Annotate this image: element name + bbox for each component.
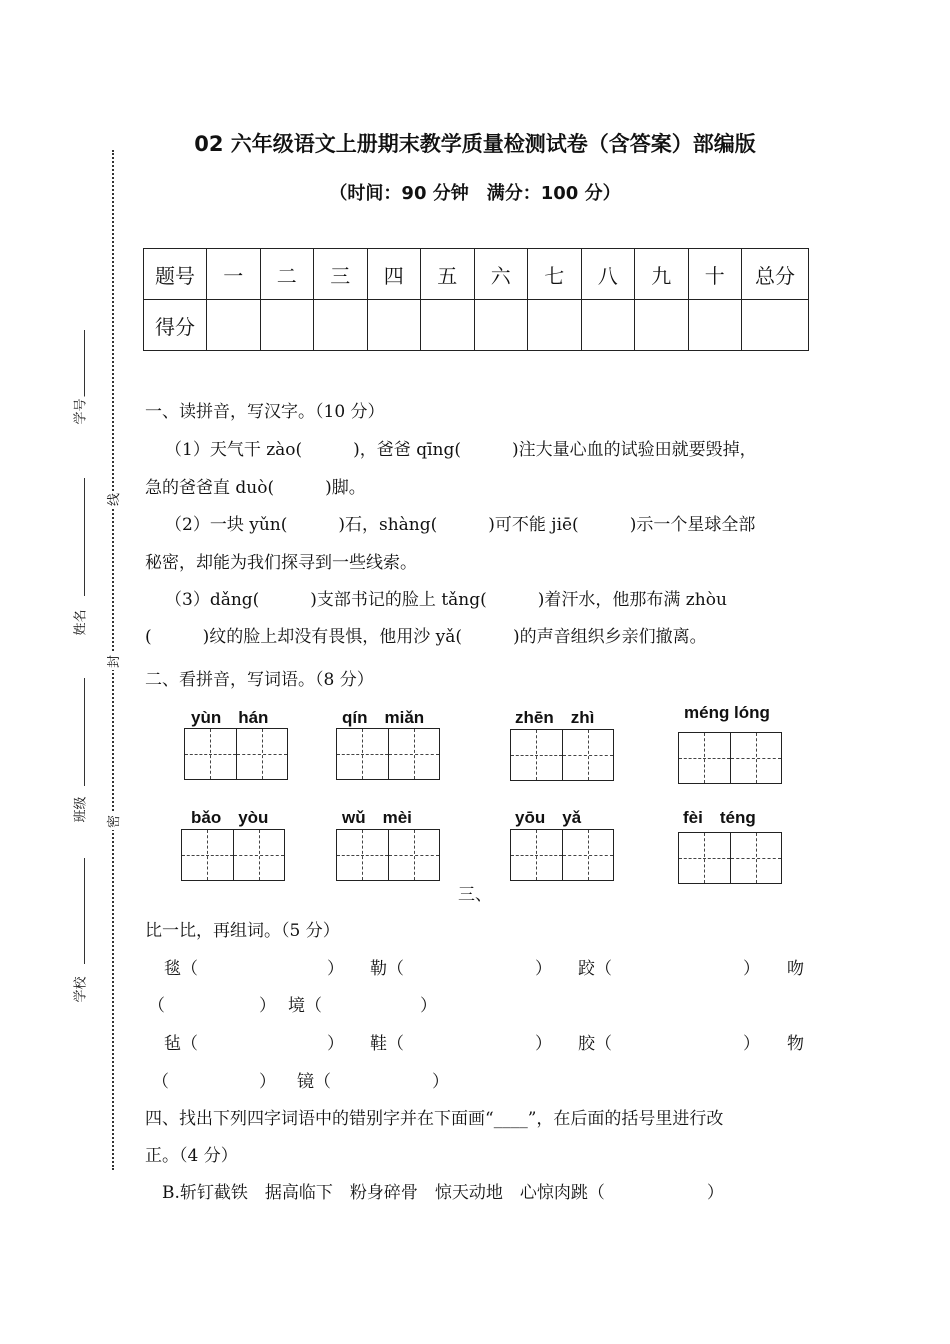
score-header-cell: 四	[367, 249, 421, 300]
score-row-label: 得分	[144, 300, 207, 351]
pinyin-label: fèi téng	[683, 808, 756, 827]
section1-line: 急的爸爸直 duò( )脚。	[145, 478, 366, 498]
bracket-close: ）	[420, 996, 437, 1016]
score-cell[interactable]	[421, 300, 475, 351]
score-header-cell: 一	[207, 249, 261, 300]
score-cell[interactable]	[207, 300, 261, 351]
score-header-cell: 三	[314, 249, 368, 300]
score-header-cell: 九	[635, 249, 689, 300]
compare-char: 物	[787, 1034, 804, 1054]
score-cell[interactable]	[474, 300, 528, 351]
bracket-open: （	[148, 996, 165, 1016]
score-cell[interactable]	[581, 300, 635, 351]
pinyin-label: yōu yǎ	[515, 808, 582, 827]
compare-char: 胶（	[578, 1034, 612, 1054]
section4-heading-cont: 正。（4 分）	[145, 1146, 238, 1166]
bracket-close: ）	[743, 959, 760, 979]
score-table-header-row	[144, 249, 809, 300]
writing-grid[interactable]	[510, 729, 614, 781]
seal-char-seal: 封	[103, 653, 122, 670]
bracket-open: （	[152, 1072, 169, 1092]
compare-char: 勒（	[370, 959, 404, 979]
score-cell[interactable]	[260, 300, 314, 351]
pinyin-label: méng lóng	[684, 703, 770, 722]
pinyin-label: qín miǎn	[342, 708, 425, 727]
seal-char-line: 线	[103, 491, 122, 508]
bracket-close: ）	[327, 959, 344, 979]
score-cell[interactable]	[742, 300, 809, 351]
section3-number: 三、	[458, 885, 492, 905]
section1-line: （1）天气干 zào( )，爸爸 qīng( )注大量心血的试验田就要毁掉，	[165, 440, 757, 460]
bracket-close: ）	[535, 1034, 552, 1054]
section1-line: （2）一块 yǔn( )石，shàng( )可不能 jiē( )示一个星球全部	[165, 515, 756, 535]
section4-heading: 四、找出下列四字词语中的错别字并在下面画“____”，在后面的括号里进行改	[145, 1109, 724, 1129]
pinyin-label: bǎo yòu	[191, 808, 269, 827]
section1-heading: 一、读拼音，写汉字。（10 分）	[145, 402, 385, 422]
score-cell[interactable]	[314, 300, 368, 351]
student-id-label: 学号	[70, 396, 89, 426]
compare-char: 毯（	[164, 959, 198, 979]
score-header-cell: 六	[474, 249, 528, 300]
bracket-close: ）	[432, 1072, 449, 1092]
section1-line: （3）dǎng( )支部书记的脸上 tǎng( )着汗水，他那布满 zhòu	[165, 590, 727, 610]
school-line	[84, 858, 85, 964]
section2-heading: 二、看拼音，写词语。（8 分）	[145, 670, 374, 690]
writing-grid[interactable]	[184, 728, 288, 780]
score-header-cell: 七	[528, 249, 582, 300]
section1-line: 秘密，却能为我们探寻到一些线索。	[145, 553, 417, 573]
page-title: 02 六年级语文上册期末教学质量检测试卷（含答案）部编版	[194, 132, 756, 156]
score-header-cell: 题号	[144, 249, 207, 300]
score-cell[interactable]	[528, 300, 582, 351]
score-cell[interactable]	[635, 300, 689, 351]
class-line	[84, 678, 85, 786]
compare-char: 镜（	[297, 1072, 331, 1092]
bracket-close: ）	[327, 1034, 344, 1054]
writing-grid[interactable]	[336, 829, 440, 881]
class-label: 班级	[70, 794, 89, 824]
score-cell[interactable]	[367, 300, 421, 351]
section4-item: B.斩钉截铁 据高临下 粉身碎骨 惊天动地 心惊肉跳（ ）	[162, 1183, 724, 1203]
exam-info: （时间：90 分钟 满分：100 分）	[329, 183, 621, 204]
compare-char: 境（	[288, 996, 322, 1016]
name-line	[84, 478, 85, 596]
section1-line: ( )纹的脸上却没有畏惧，他用沙 yǎ( )的声音组织乡亲们撤离。	[145, 627, 707, 647]
writing-grid[interactable]	[678, 832, 782, 884]
bracket-close: ）	[535, 959, 552, 979]
bracket-close: ）	[259, 1072, 276, 1092]
writing-grid[interactable]	[336, 728, 440, 780]
compare-char: 吻	[787, 959, 804, 979]
pinyin-label: zhēn zhì	[515, 708, 595, 727]
score-header-cell: 五	[421, 249, 475, 300]
bracket-close: ）	[259, 996, 276, 1016]
section3-heading: 比一比，再组词。（5 分）	[145, 921, 340, 941]
score-header-cell: 二	[260, 249, 314, 300]
compare-char: 鞋（	[370, 1034, 404, 1054]
seal-char-secret: 密	[103, 813, 122, 830]
school-label: 学校	[70, 974, 89, 1004]
student-id-line	[84, 330, 85, 400]
pinyin-label: wǔ mèi	[342, 808, 412, 827]
score-table-score-row	[144, 300, 809, 351]
score-header-cell: 十	[688, 249, 742, 300]
bracket-close: ）	[743, 1034, 760, 1054]
compare-char: 毡（	[164, 1034, 198, 1054]
score-header-cell: 总分	[742, 249, 809, 300]
score-header-cell: 八	[581, 249, 635, 300]
score-table	[143, 248, 809, 351]
pinyin-label: yùn hán	[191, 708, 269, 727]
writing-grid[interactable]	[510, 829, 614, 881]
name-label: 姓名	[70, 607, 89, 637]
writing-grid[interactable]	[181, 829, 285, 881]
compare-char: 跤（	[578, 959, 612, 979]
score-cell[interactable]	[688, 300, 742, 351]
writing-grid[interactable]	[678, 732, 782, 784]
